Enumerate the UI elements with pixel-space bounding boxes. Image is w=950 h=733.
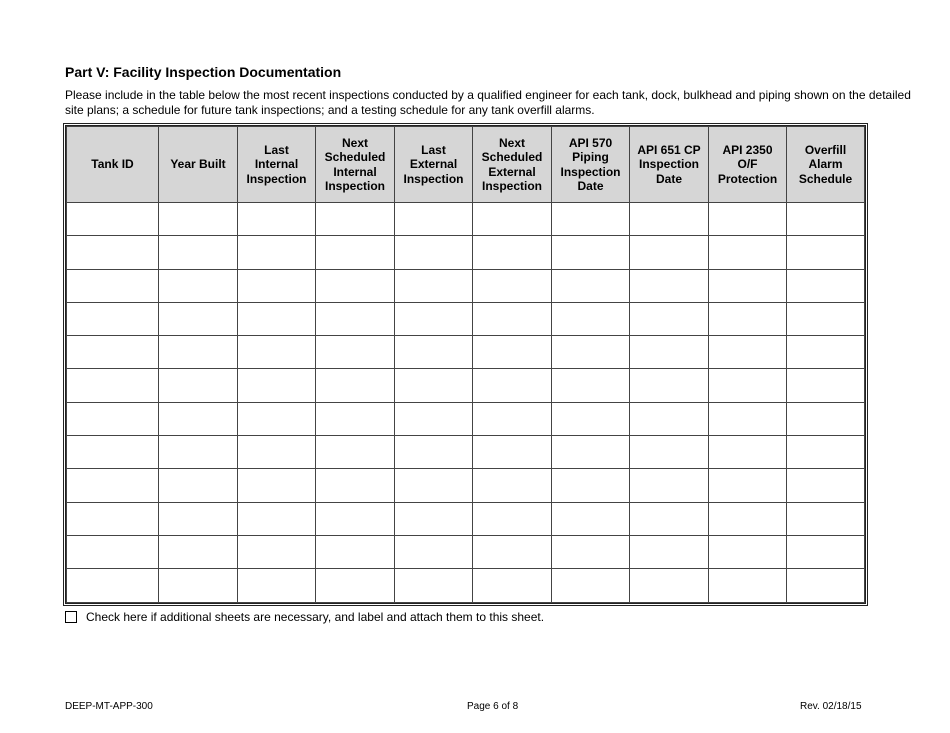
column-header — [473, 127, 552, 203]
table-cell[interactable] — [395, 236, 473, 269]
table-cell[interactable] — [316, 269, 395, 302]
table-cell[interactable] — [316, 236, 395, 269]
table-cell[interactable] — [316, 203, 395, 236]
table-cell[interactable] — [552, 269, 630, 302]
table-cell[interactable] — [630, 469, 709, 502]
column-header-line: Tank ID — [91, 157, 134, 172]
table-cell[interactable] — [159, 402, 238, 435]
table-row — [67, 336, 865, 369]
column-header-line: API 651 CP — [637, 142, 701, 157]
table-cell[interactable] — [316, 469, 395, 502]
table-cell[interactable] — [709, 502, 787, 535]
table-cell[interactable] — [709, 336, 787, 369]
table-cell[interactable] — [67, 502, 159, 535]
inspection-table-frame — [63, 123, 868, 606]
page-number: Page 6 of 8 — [467, 701, 519, 712]
table-cell[interactable] — [316, 369, 395, 402]
column-header — [316, 127, 395, 203]
table-cell[interactable] — [552, 469, 630, 502]
table-row — [67, 302, 865, 335]
column-header-line: Date — [655, 171, 682, 186]
additional-sheets-label: Check here if additional sheets are necessary, and label and attach them to this sheet. — [86, 610, 545, 624]
table-cell[interactable] — [67, 535, 159, 568]
column-header-line: External — [409, 157, 458, 172]
table-cell[interactable] — [709, 369, 787, 402]
table-cell[interactable] — [630, 502, 709, 535]
table-cell[interactable] — [159, 535, 238, 568]
table-cell[interactable] — [630, 436, 709, 469]
table-cell[interactable] — [395, 502, 473, 535]
table-cell[interactable] — [709, 535, 787, 568]
table-cell[interactable] — [395, 535, 473, 568]
table-cell[interactable] — [787, 336, 865, 369]
column-header — [238, 127, 316, 203]
table-cell[interactable] — [159, 302, 238, 335]
table-cell[interactable] — [787, 535, 865, 568]
table-cell[interactable] — [159, 436, 238, 469]
table-cell[interactable] — [709, 302, 787, 335]
table-cell[interactable] — [709, 569, 787, 602]
column-header-line: Internal — [254, 157, 299, 172]
table-cell[interactable] — [473, 469, 552, 502]
column-header-line: Next — [498, 135, 525, 150]
table-cell[interactable] — [709, 203, 787, 236]
table-cell[interactable] — [630, 302, 709, 335]
column-header-line: Last — [264, 142, 289, 157]
table-cell[interactable] — [473, 502, 552, 535]
column-header — [787, 127, 865, 203]
table-cell[interactable] — [709, 269, 787, 302]
table-cell[interactable] — [395, 203, 473, 236]
table-cell[interactable] — [159, 269, 238, 302]
column-header — [395, 127, 473, 203]
column-header-line: Inspection — [403, 171, 464, 186]
column-header-line: Scheduled — [481, 150, 543, 164]
table-cell[interactable] — [552, 336, 630, 369]
column-header-line: Inspection — [324, 179, 385, 193]
column-header-line: Internal — [333, 164, 377, 179]
table-cell[interactable] — [473, 402, 552, 435]
table-cell[interactable] — [552, 569, 630, 602]
table-cell[interactable] — [552, 502, 630, 535]
table-cell[interactable] — [552, 369, 630, 402]
table-cell[interactable] — [630, 535, 709, 568]
table-cell[interactable] — [316, 502, 395, 535]
table-cell[interactable] — [787, 302, 865, 335]
table-cell[interactable] — [316, 535, 395, 568]
table-cell[interactable] — [238, 236, 316, 269]
table-cell[interactable] — [787, 402, 865, 435]
table-cell[interactable] — [787, 203, 865, 236]
table-cell[interactable] — [473, 236, 552, 269]
table-cell[interactable] — [630, 402, 709, 435]
table-cell[interactable] — [787, 469, 865, 502]
table-cell[interactable] — [238, 302, 316, 335]
table-cell[interactable] — [238, 436, 316, 469]
table-cell[interactable] — [709, 402, 787, 435]
table-cell[interactable] — [159, 502, 238, 535]
table-cell[interactable] — [630, 269, 709, 302]
table-cell[interactable] — [787, 502, 865, 535]
table-cell[interactable] — [552, 535, 630, 568]
table-cell[interactable] — [238, 469, 316, 502]
table-cell[interactable] — [238, 502, 316, 535]
table-cell[interactable] — [67, 469, 159, 502]
table-cell[interactable] — [473, 203, 552, 236]
table-cell[interactable] — [473, 535, 552, 568]
table-row — [67, 535, 865, 568]
column-header-line: API 2350 — [722, 142, 773, 157]
table-cell[interactable] — [473, 269, 552, 302]
table-row — [67, 269, 865, 302]
column-header-line: API 570 — [568, 135, 613, 150]
table-cell[interactable] — [67, 336, 159, 369]
table-body — [67, 203, 865, 603]
table-cell[interactable] — [67, 569, 159, 602]
additional-sheets-checkbox[interactable] — [65, 611, 77, 623]
table-cell[interactable] — [473, 369, 552, 402]
column-header-line: Inspection — [246, 171, 307, 186]
table-cell[interactable] — [630, 336, 709, 369]
table-cell[interactable] — [67, 436, 159, 469]
column-header-line: Inspection — [638, 157, 699, 172]
table-cell[interactable] — [787, 369, 865, 402]
table-cell[interactable] — [630, 203, 709, 236]
table-cell[interactable] — [159, 203, 238, 236]
table-cell[interactable] — [787, 436, 865, 469]
table-cell[interactable] — [552, 203, 630, 236]
table-row — [67, 203, 865, 236]
table-cell[interactable] — [238, 402, 316, 435]
column-header-line: Last — [421, 142, 446, 157]
table-cell[interactable] — [316, 336, 395, 369]
table-cell[interactable] — [630, 569, 709, 602]
table-cell[interactable] — [159, 569, 238, 602]
table-row — [67, 436, 865, 469]
table-cell[interactable] — [395, 369, 473, 402]
table-cell[interactable] — [630, 236, 709, 269]
table-cell[interactable] — [473, 436, 552, 469]
table-cell[interactable] — [238, 369, 316, 402]
table-cell[interactable] — [238, 336, 316, 369]
column-header-line: Scheduled — [324, 150, 386, 164]
column-header — [709, 127, 787, 203]
column-header-line: External — [488, 164, 536, 179]
table-cell[interactable] — [238, 535, 316, 568]
table-cell[interactable] — [67, 236, 159, 269]
table-cell[interactable] — [316, 402, 395, 435]
table-cell[interactable] — [67, 302, 159, 335]
table-cell[interactable] — [316, 302, 395, 335]
table-cell[interactable] — [159, 369, 238, 402]
column-header-line: O/F — [737, 157, 758, 172]
column-header-line: Inspection — [560, 164, 621, 179]
table-row — [67, 469, 865, 502]
column-header — [67, 127, 159, 203]
column-header-line: Schedule — [798, 171, 853, 186]
instructions-text: Please include in the table below the most recent inspections conducted by a qualified engineer for each tank, dock, bulkhead and piping shown on the detailed site plans; a schedule for future tank inspections; and a testing schedule for any tank overfill alarms. — [65, 88, 911, 117]
revision-date: Rev. 02/18/15 — [800, 701, 862, 712]
table-cell[interactable] — [67, 402, 159, 435]
table-cell[interactable] — [709, 469, 787, 502]
table-cell[interactable] — [473, 302, 552, 335]
column-header — [630, 127, 709, 203]
column-header — [159, 127, 238, 203]
table-cell[interactable] — [238, 203, 316, 236]
table-cell[interactable] — [552, 302, 630, 335]
table-cell[interactable] — [709, 436, 787, 469]
column-header-line: Protection — [717, 171, 778, 186]
table-row — [67, 502, 865, 535]
table-row — [67, 402, 865, 435]
table-row — [67, 369, 865, 402]
table-row — [67, 569, 865, 602]
column-header-line: Date — [577, 179, 604, 193]
table-cell[interactable] — [395, 336, 473, 369]
table-cell[interactable] — [473, 569, 552, 602]
table-cell[interactable] — [395, 569, 473, 602]
table-cell[interactable] — [709, 236, 787, 269]
column-header — [552, 127, 630, 203]
column-header-line: Piping — [572, 150, 609, 164]
table-cell[interactable] — [630, 369, 709, 402]
table-cell[interactable] — [395, 402, 473, 435]
column-header-line: Next — [341, 135, 368, 150]
table-cell[interactable] — [552, 236, 630, 269]
table-cell[interactable] — [238, 569, 316, 602]
table-cell[interactable] — [552, 436, 630, 469]
table-cell[interactable] — [238, 269, 316, 302]
column-header-line: Year Built — [170, 157, 226, 172]
table-cell[interactable] — [787, 569, 865, 602]
inspection-table — [66, 126, 865, 603]
column-header-line: Overfill — [804, 142, 847, 157]
table-cell[interactable] — [67, 203, 159, 236]
table-cell[interactable] — [552, 402, 630, 435]
table-row — [67, 236, 865, 269]
column-header-line: Inspection — [481, 179, 542, 193]
section-title: Part V: Facility Inspection Documentation — [65, 64, 342, 80]
column-header-line: Alarm — [808, 157, 843, 172]
additional-sheets-row — [65, 610, 544, 624]
table-cell[interactable] — [473, 336, 552, 369]
table-cell[interactable] — [316, 569, 395, 602]
table-cell[interactable] — [67, 369, 159, 402]
table-cell[interactable] — [787, 269, 865, 302]
table-cell[interactable] — [316, 436, 395, 469]
table-cell[interactable] — [395, 302, 473, 335]
table-cell[interactable] — [159, 336, 238, 369]
table-cell[interactable] — [395, 269, 473, 302]
table-header-row — [67, 127, 865, 203]
table-cell[interactable] — [159, 236, 238, 269]
table-cell[interactable] — [395, 436, 473, 469]
table-cell[interactable] — [159, 469, 238, 502]
table-cell[interactable] — [67, 269, 159, 302]
table-cell[interactable] — [787, 236, 865, 269]
form-id: DEEP-MT-APP-300 — [65, 701, 153, 712]
table-cell[interactable] — [395, 469, 473, 502]
